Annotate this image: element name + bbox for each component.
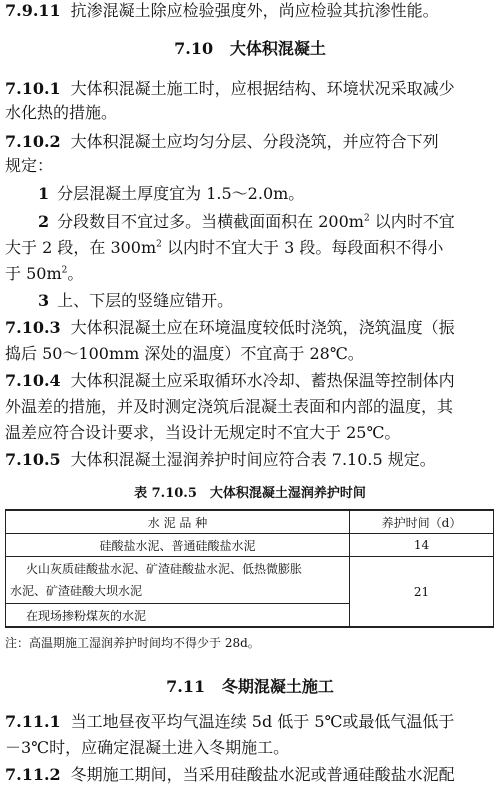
section-heading-7-10: 7.10 大体积混凝土 <box>174 39 326 58</box>
clause-7-10-1: 7.10.1 大体积混凝土施工时，应根据结构、环境状况采取减少 <box>5 79 455 98</box>
days-cell: 14 <box>350 534 494 557</box>
list-item-2: 2 分段数目不宜过多。当横截面面积在 $200m^2$ 以内时不宜 <box>38 212 455 231</box>
clause-7-11-2: 7.11.2 冬期施工期间，当采用硅酸盐水泥或普通硅酸盐水泥配 <box>5 765 455 784</box>
list-item-3: 3 上、下层的竖缝应错开。 <box>38 291 234 310</box>
table-header-row <box>6 510 494 534</box>
header-curing-days: 养护时间（d） <box>350 510 494 534</box>
cement-cell: 火山灰质硅酸盐水泥、矿渣硅酸盐水泥、低热微膨胀 水泥、矿渣硅酸大坝水泥 <box>6 557 350 604</box>
clause-7-10-4: 7.10.4 大体积混凝土应采取循环水冷却、蓄热保温等控制体内 <box>5 371 455 390</box>
list-item-1: 1 分层混凝土厚度宜为 1.5～2.0m。 <box>38 184 305 203</box>
table-note: 注：高温期施工湿润养护时间均不得少于 28d。 <box>5 636 260 650</box>
clause-7-11-1-cont: －3℃时，应确定混凝土进入冬期施工。 <box>5 738 290 757</box>
list-item-2-cont2: 于 $50m^2$。 <box>5 264 84 283</box>
cement-cell: 硅酸盐水泥、普通硅酸盐水泥 <box>6 534 350 557</box>
clause-7-10-4-cont2: 温差应符合设计要求，当设计无规定时不宜大于 25℃。 <box>5 423 401 442</box>
table-row <box>6 557 494 604</box>
cement-cell: 在现场掺粉煤灰的水泥 <box>6 604 350 628</box>
clause-7-10-3: 7.10.3 大体积混凝土应在环境温度较低时浇筑，浇筑温度（振 <box>5 318 455 337</box>
clause-7-10-5: 7.10.5 大体积混凝土湿润养护时间应符合表 7.10.5 规定。 <box>5 450 436 469</box>
list-item-2-cont: 大于 2 段，在 $300m^2$ 以内时不宜大于 3 段。每段面积不得小 <box>5 238 444 257</box>
clause-7-10-2-cont: 规定： <box>5 156 54 175</box>
curing-time-table <box>5 509 494 628</box>
clause-7-10-2: 7.10.2 大体积混凝土应均匀分层、分段浇筑，并应符合下列 <box>5 132 439 151</box>
clause-7-10-3-cont: 捣后 50～100mm 深处的温度）不宜高于 28℃。 <box>5 344 364 363</box>
table-row <box>6 534 494 557</box>
header-cement-type: 水 泥 品 种 <box>6 510 350 534</box>
section-heading-7-11: 7.11 冬期混凝土施工 <box>166 677 334 696</box>
days-cell: 21 <box>350 557 494 628</box>
clause-7-11-1: 7.11.1 当工地昼夜平均气温连续 5d 低于 5℃或最低气温低于 <box>5 712 455 731</box>
clause-7-10-4-cont: 外温差的措施，并及时测定浇筑后混凝土表面和内部的温度，其 <box>5 397 454 416</box>
clause-7-9-11: 7.9.11 抗渗混凝土除应检验强度外，尚应检验其抗渗性能。 <box>5 1 439 20</box>
table-caption: 表 7.10.5 大体积混凝土湿润养护时间 <box>134 486 366 501</box>
clause-7-10-1-cont: 水化热的措施。 <box>5 103 118 122</box>
